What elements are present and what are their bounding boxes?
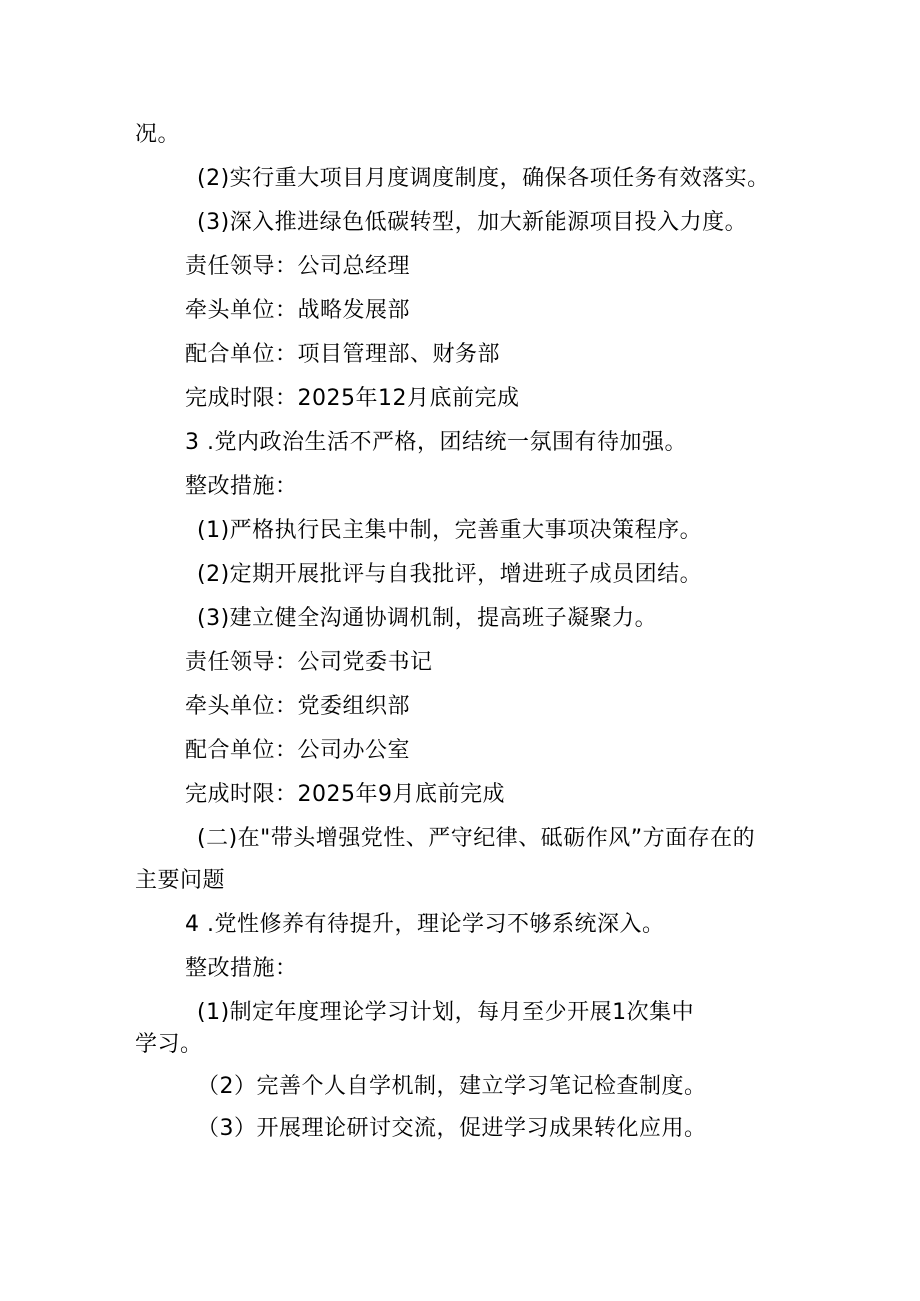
text-line: 责任领导：公司总经理 (185, 254, 411, 279)
text-line: 况。 (135, 122, 181, 147)
text-line: (1)严格执行民主集中制，完善重大事项决策程序。 (197, 518, 703, 543)
text-line: 4 .党性修养有待提升，理论学习不够系统深入。 (185, 912, 665, 937)
text-line: 3 .党内政治生活不严格，团结统一氛围有待加强。 (185, 430, 687, 455)
text-line: （3）开展理论研讨交流，促进学习成果转化应用。 (197, 1116, 707, 1141)
text-line: (3)建立健全沟通协调机制，提高班子凝聚力。 (197, 606, 658, 631)
text-line: 牵头单位：战略发展部 (185, 298, 411, 323)
text-line: 牵头单位：党委组织部 (185, 694, 411, 719)
text-line: 配合单位：公司办公室 (185, 738, 411, 763)
section-heading-continued: 主要问题 (135, 868, 226, 893)
text-line: 整改措施： (185, 474, 298, 499)
text-line: 整改措施： (185, 956, 298, 981)
text-line: 配合单位：项目管理部、财务部 (185, 342, 501, 367)
text-line: 完成时限：2025年12月底前完成 (185, 386, 520, 411)
text-line: 学习。 (135, 1032, 203, 1057)
text-line: (1)制定年度理论学习计划，每月至少开展1次集中 (197, 1000, 695, 1025)
section-heading: (二)在"带头增强党性、严守纪律、砥砺作风”方面存在的 (197, 826, 756, 851)
text-line: (2)定期开展批评与自我批评，增进班子成员团结。 (197, 562, 703, 587)
text-line: 完成时限：2025年9月底前完成 (185, 782, 505, 807)
text-line: （2）完善个人自学机制，建立学习笔记检查制度。 (197, 1074, 707, 1099)
text-line: (2)实行重大项目月度调度制度，确保各项任务有效落实。 (197, 166, 770, 191)
text-line: 责任领导：公司党委书记 (185, 650, 433, 675)
text-line: (3)深入推进绿色低碳转型，加大新能源项目投入力度。 (197, 210, 748, 235)
